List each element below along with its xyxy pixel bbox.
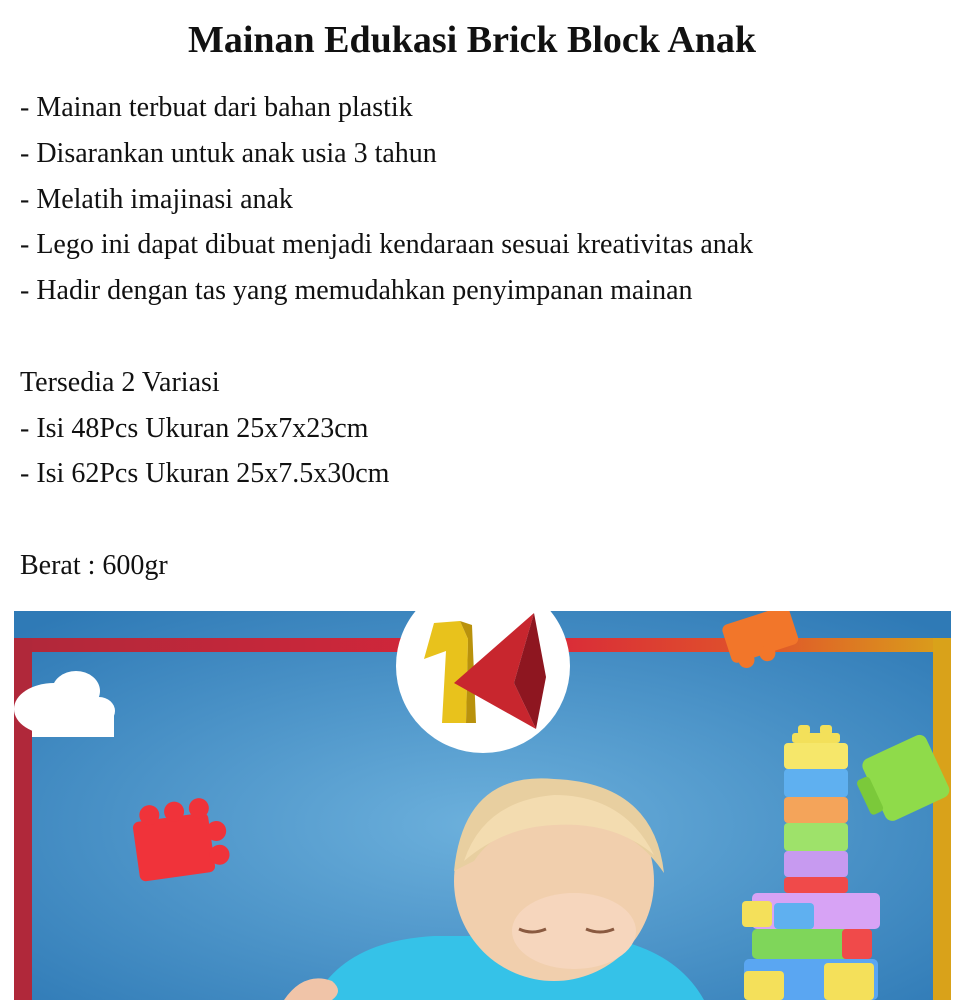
spacer [20, 497, 940, 543]
spacer [20, 314, 940, 360]
feature-line: - Mainan terbuat dari bahan plastik [20, 92, 413, 123]
weight-info: Berat : 600gr [20, 549, 168, 581]
feature-line: - Melatih imajinasi anak [20, 183, 293, 215]
feature-line: - Lego ini dapat dibuat menjadi kendaraan sesuai kreativitas anak [20, 229, 754, 261]
product-description [20, 85, 940, 589]
feature-line: - Hadir dengan tas yang memudahkan penyimpanan mainan [20, 275, 693, 307]
product-photo-illustration [14, 611, 951, 1000]
variant-line: - Isi 62Pcs Ukuran 25x7.5x30cm [20, 458, 390, 490]
product-title: Mainan Edukasi Brick Block Anak [187, 19, 757, 61]
variant-line: - Isi 48Pcs Ukuran 25x7x23cm [20, 412, 369, 444]
product-photo [14, 611, 951, 1000]
feature-line: - Disarankan untuk anak usia 3 tahun [20, 137, 437, 169]
variants-heading: Tersedia 2 Variasi [20, 366, 220, 398]
